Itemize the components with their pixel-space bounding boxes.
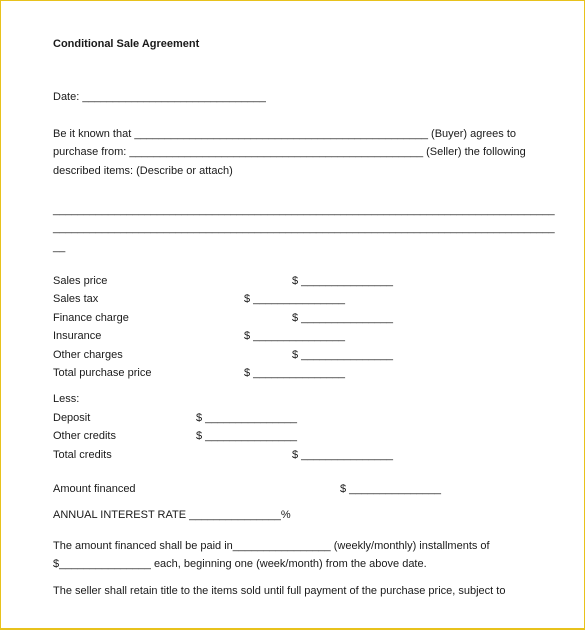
line-item-amount: $ _______________ bbox=[244, 330, 345, 342]
line-item-label: Sales tax bbox=[53, 293, 99, 305]
less-item-label: Other credits bbox=[53, 430, 116, 442]
title-retention-line: The seller shall retain title to the items sold until full payment of the purchase price, subject to bbox=[53, 585, 506, 597]
line-item-amount: $ _______________ bbox=[292, 312, 393, 324]
date-line: Date: ______________________________ bbox=[53, 91, 266, 103]
intro-line-3: described items: (Describe or attach) bbox=[53, 165, 233, 177]
payment-line-2: $_______________ each, beginning one (week/month) from the above date. bbox=[53, 558, 427, 570]
amount-financed-amount: $ _______________ bbox=[340, 483, 441, 495]
intro-line-2: purchase from: ________________________________________________ (Seller) the following bbox=[53, 146, 526, 158]
document-title: Conditional Sale Agreement bbox=[53, 38, 200, 50]
less-item-amount: $ _______________ bbox=[196, 412, 297, 424]
less-item-amount: $ _______________ bbox=[292, 449, 393, 461]
intro-line-1: Be it known that ________________________________________________ (Buyer) agrees to bbox=[53, 128, 517, 140]
line-item-label: Finance charge bbox=[53, 312, 129, 324]
line-item-amount: $ _______________ bbox=[244, 293, 345, 305]
less-item-label: Deposit bbox=[53, 412, 91, 424]
description-line-2: __________________________________________________________________________________ bbox=[53, 222, 555, 234]
line-item-label: Insurance bbox=[53, 330, 102, 342]
line-item-amount: $ _______________ bbox=[244, 367, 345, 379]
line-item-amount: $ _______________ bbox=[292, 349, 393, 361]
description-line-3: __ bbox=[53, 241, 66, 253]
less-label: Less: bbox=[53, 393, 80, 405]
payment-line-1: The amount financed shall be paid in________________ (weekly/monthly) installments of bbox=[53, 540, 490, 552]
line-item-amount: $ _______________ bbox=[292, 275, 393, 287]
line-item-label: Sales price bbox=[53, 275, 108, 287]
line-item-label: Other charges bbox=[53, 349, 123, 361]
line-item-label: Total purchase price bbox=[53, 367, 152, 379]
interest-rate-line: ANNUAL INTEREST RATE _______________% bbox=[53, 509, 291, 521]
description-line-1: __________________________________________________________________________________ bbox=[53, 204, 555, 216]
less-item-label: Total credits bbox=[53, 449, 112, 461]
less-item-amount: $ _______________ bbox=[196, 430, 297, 442]
amount-financed-label: Amount financed bbox=[53, 483, 136, 495]
